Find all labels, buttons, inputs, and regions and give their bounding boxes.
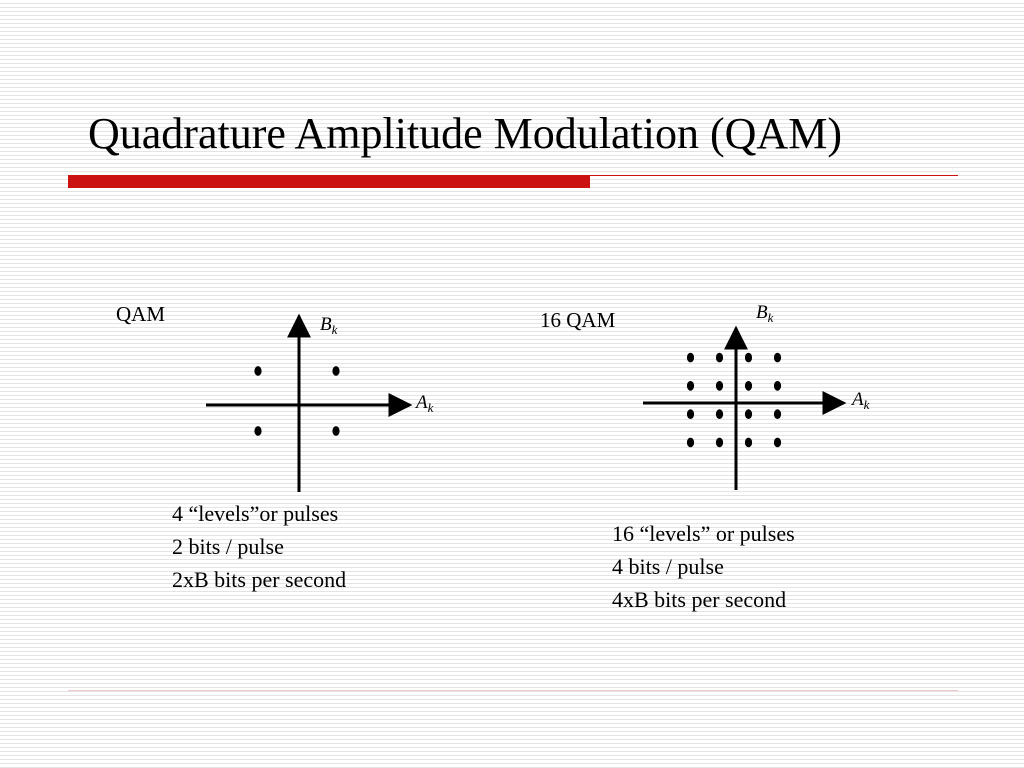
qam16-constellation-point <box>774 438 781 448</box>
qam16-constellation-point <box>745 353 752 363</box>
qam16-a-axis-label: $A_k$ <box>852 389 870 412</box>
qam-a-axis-label: $A_k$ <box>416 392 434 415</box>
qam16-constellation-points <box>687 353 781 448</box>
qam16-label: 16 QAM <box>540 308 616 332</box>
qam16-description <box>612 517 795 616</box>
qam-description-line: 2 bits / pulse <box>172 534 284 559</box>
qam-constellation-point <box>254 426 261 436</box>
qam16-constellation-point <box>687 381 694 391</box>
qam16-description-line: 4xB bits per second <box>612 587 787 612</box>
qam16-constellation-point <box>716 409 723 419</box>
qam16-constellation-point <box>745 381 752 391</box>
qam-b-axis-label: $B_k$ <box>320 314 338 337</box>
qam16-description-line: 4 bits / pulse <box>612 554 724 579</box>
qam16-constellation-point <box>774 381 781 391</box>
footer-divider <box>68 690 958 691</box>
qam-constellation-point <box>254 366 261 376</box>
qam16-description-line: 16 “levels” or pulses <box>612 521 795 546</box>
qam16-constellation-point <box>774 409 781 419</box>
qam16-constellation-point <box>716 353 723 363</box>
qam16-constellation-point <box>745 409 752 419</box>
qam16-b-axis-label: $B_k$ <box>756 302 774 325</box>
qam-description-line: 2xB bits per second <box>172 567 347 592</box>
qam-description-line: 4 “levels”or pulses <box>172 501 339 526</box>
qam16-constellation-point <box>716 438 723 448</box>
slide-title: Quadrature Amplitude Modulation (QAM) <box>88 109 842 158</box>
qam-label: QAM <box>116 302 166 326</box>
qam16-constellation-point <box>774 353 781 363</box>
qam-description <box>172 497 346 596</box>
qam16-constellation-point <box>745 438 752 448</box>
qam16-constellation-point <box>687 353 694 363</box>
qam-constellation-point <box>332 426 339 436</box>
qam-constellation-point <box>332 366 339 376</box>
qam16-constellation-point <box>716 381 723 391</box>
qam16-constellation-point <box>687 438 694 448</box>
qam-constellation-points <box>254 366 339 436</box>
qam16-constellation-point <box>687 409 694 419</box>
